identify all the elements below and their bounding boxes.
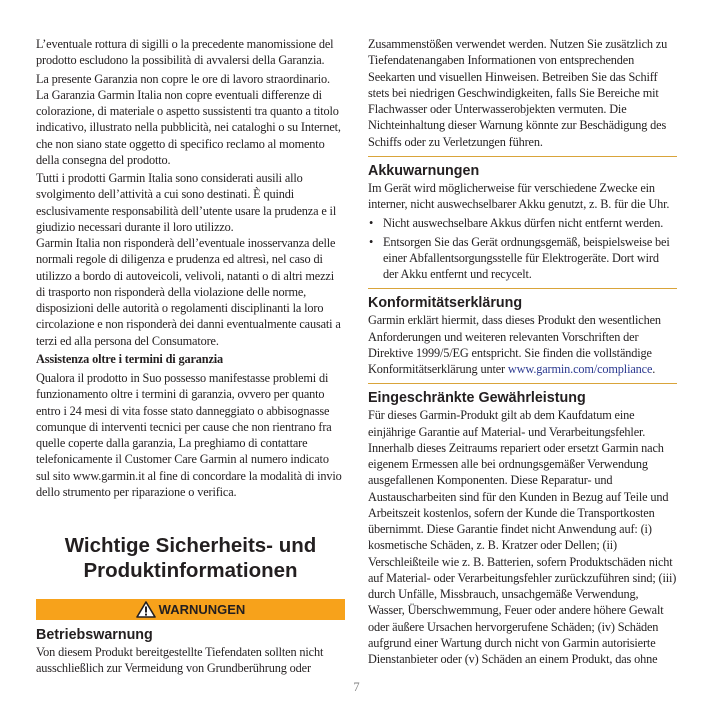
battery-intro: Im Gerät wird möglicherweise für verschiedene Zwecke ein interner, nicht auswechselbarer Akku genutzt, z. B. für die Uhr. (368, 180, 670, 211)
operation-warning-text: Von diesem Produkt bereitgestellte Tiefendaten sollten nicht ausschließlich zur Vermeidung von Grundberührung oder (36, 645, 324, 676)
bullet-icon: • (369, 234, 374, 249)
assistance-paragraph: Qualora il prodotto in Suo possesso manifestasse problemi di funzionamento oltre i termini di garanzia, ovvero per quanto entro i 24 mesi di vita fosse stato danneggiato o abbisognasse comunque di interventi tecnici per cause che non rientrano fra quelle coperte dalla garanzia, La preghiamo di contattare telefonicamente il Customer Care Garmin al numero indicato sul sito www.garmin.it al fine di concordare la modalità di invio dello strumento per riparazione o verifica. (36, 371, 342, 499)
page-number: 7 (353, 680, 360, 694)
warranty-heading: Eingeschränkte Gewährleistung (368, 390, 586, 407)
assistance-subheading: Assistenza oltre i termini di garanzia (36, 351, 224, 366)
compliance-link[interactable]: www.garmin.com/compliance (507, 362, 653, 376)
bullet-icon: • (369, 216, 374, 231)
seal-paragraph: L’eventuale rottura di sigilli o la precedente manomissione del prodotto escludono la possibilità di avvalersi della Garanzia. (36, 37, 334, 68)
operation-warning-heading: Betriebswarnung (36, 627, 153, 643)
conformity-text: Garmin erklärt hiermit, dass dieses Produkt den wesentlichen Anforderungen und weiteren relevanten Vorschriften der Direktive 1999/5/EG entspricht. Sie finden die vollständige Konformitätserklärung unter www.garmin.com/compliance. (368, 313, 661, 376)
conformity-heading: Konformitätserklärung (368, 295, 523, 312)
left-column (36, 36, 345, 677)
prudence-paragraph: Tutti i prodotti Garmin Italia sono considerati ausili allo svolgimento dell’attività a cui sono destinati. È quindi esclusivamente responsabilità dell’utente usare la prudenza e il giudizio necessari durante il loro utilizzo. (36, 171, 337, 234)
section-divider (368, 383, 677, 384)
warnings-banner (36, 599, 345, 620)
battery-heading: Akkuwarnungen (368, 162, 480, 179)
section-divider (368, 288, 677, 289)
list-item: • Entsorgen Sie das Gerät ordnungsgemäß, beispielsweise bei einer Abfallentsorgungsstelle für Elektrogeräte. Dort wird der Akku entfernt und recycelt. (369, 234, 670, 281)
warnings-label: WARNUNGEN (158, 602, 246, 617)
battery-list (368, 215, 677, 282)
warranty-text: Für dieses Garmin-Produkt gilt ab dem Kaufdatum eine einjährige Garantie auf Material- und Verarbeitungsfehler. Innerhalb dieses Zeitraums repariert oder ersetzt Garmin nach eigenem Ermessen alle bei ordnungsgemäßer Verwendung ausgefallenen Komponenten. Diese Reparatur- und Austauscharbeiten sind für den Kunden in Bezug auf Teile und Arbeitszeit kostenlos, sofern der Kunde die Transportkosten übernimmt. Diese Garantie findet nicht Anwendung auf: (i) kosmetische Schäden, z. B. Kratzer oder Dellen; (ii) Verschleißteile wie z. B. Batterien, sofern Produktschäden nicht auf Material- oder Verarbeitungsfehler zurückzuführen sind; (iii) durch Unfälle, Missbrauch, unsachgemäße Verwendung, Wasser, Überschwemmung, Feuer oder andere höhere Gewalt oder äußere Ursachen hervorgerufene Schäden; (iv) Schäden aufgrund einer Wartung durch nicht von Garmin autorisierte Dienstanbieter oder (v) Schäden an einem Produkt, das ohne (368, 408, 677, 666)
safety-title (36, 534, 345, 583)
operation-warning-continuation: Zusammenstößen verwendet werden. Nutzen Sie zusätzlich zu Tiefendatenangaben Informationen von entsprechenden Seekarten und visuellen Hinweisen. Betreiben Sie das Schiff stets bei niedrigen Geschwindigkeiten, falls Sie Bereiche mit Flachwasser oder Unterwasserobjekten vermuten. Die Nichteinhaltung dieser Warnung könnte zur Beschädigung des Schiffs oder zu Verletzungen führen. (368, 37, 668, 149)
section-divider (368, 156, 677, 157)
safety-title-line1: Wichtige Sicherheits- und (64, 534, 317, 557)
list-item: • Nicht auswechselbare Akkus dürfen nicht entfernt werden. (369, 216, 664, 231)
overtime-paragraph: La presente Garanzia non copre le ore di lavoro straordinario. La Garanzia Garmin Italia non copre eventuali differenze di colorazione, di materiale o aspetto sussistenti tra quanto a titolo indicativo, illustrato nella pubblicità, nei cataloghi o su Internet, che non siano state oggetto di specifico reclamo al momento della consegna del prodotto. (36, 71, 341, 167)
warning-triangle-icon (136, 601, 156, 618)
right-column (368, 36, 677, 667)
liability-paragraph: Garmin Italia non risponderà dell’eventuale inosservanza delle normali regole di diligenza e prudenza ed altresì, nel caso di utilizzo a bordo di autoveicoli, velivoli, natanti o di altri mezzi di trasporto non risponderà della violazione delle norme, disposizioni delle autorità o regolamenti disciplinanti la loro circolazione e non risponderà dei danni eventualmente causati a terzi ed alla persona del Consumatore. (36, 236, 341, 348)
safety-title-line2: Produktinformationen (83, 558, 298, 582)
